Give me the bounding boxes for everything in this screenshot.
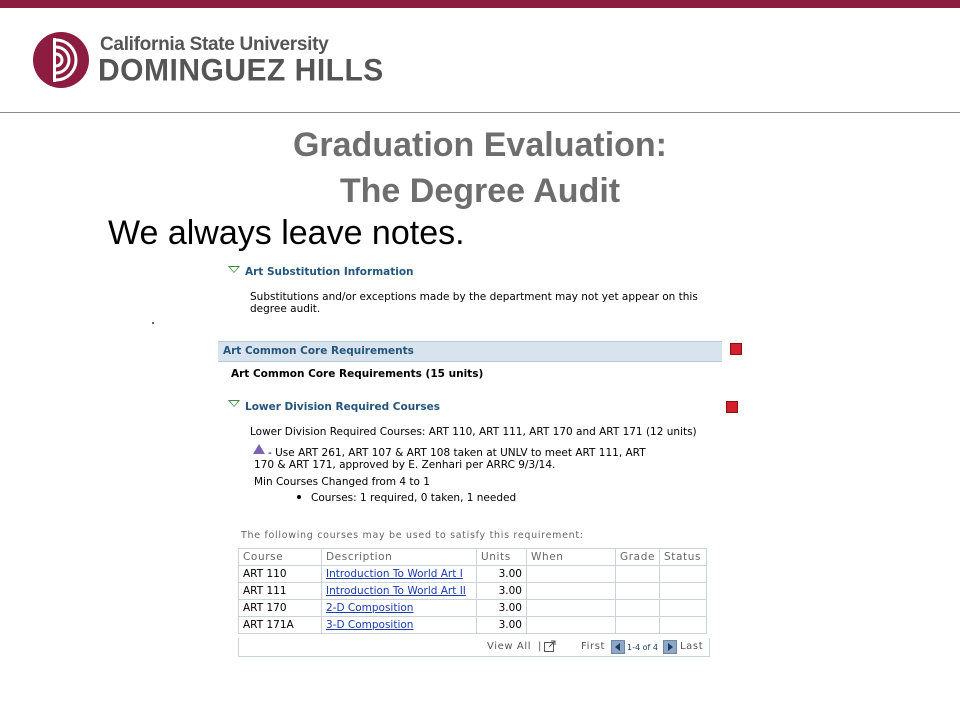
- course-when: [527, 600, 616, 617]
- courses-status: Courses: 1 required, 0 taken, 1 needed: [311, 492, 517, 504]
- course-units: 3.00: [477, 600, 527, 617]
- next-page-icon[interactable]: [663, 640, 677, 654]
- slide-title-line1: Graduation Evaluation:: [292, 126, 668, 164]
- logo-text-line1: California State University: [100, 34, 329, 55]
- page-range: 1-4 of 4: [627, 643, 658, 652]
- course-grade: [616, 566, 660, 583]
- expand-triangle-icon[interactable]: [228, 400, 240, 407]
- slide-title-line2: The Degree Audit: [339, 172, 621, 210]
- common-core-bar-label: Art Common Core Requirements: [223, 345, 414, 357]
- table-row: [239, 566, 707, 583]
- course-code: ART 170: [239, 600, 322, 617]
- top-accent-bar: [0, 0, 960, 8]
- course-status: [660, 617, 707, 634]
- lower-division-description: Lower Division Required Courses: ART 110, ART 111, ART 170 and ART 171 (12 units): [250, 426, 697, 438]
- pager-separator: |: [538, 641, 542, 652]
- course-grade: [616, 600, 660, 617]
- not-satisfied-status-icon: [726, 401, 738, 413]
- lower-division-heading[interactable]: Lower Division Required Courses: [245, 401, 440, 413]
- course-units: 3.00: [477, 617, 527, 634]
- note-warning-icon: [253, 444, 265, 454]
- course-description-link[interactable]: Introduction To World Art I: [326, 568, 463, 580]
- logo-mark-icon: [32, 30, 92, 90]
- expand-triangle-icon[interactable]: [228, 266, 240, 273]
- course-status: [660, 600, 707, 617]
- course-code: ART 171A: [239, 617, 322, 634]
- art-substitution-text2: degree audit.: [250, 303, 321, 315]
- view-all-link[interactable]: View All: [487, 641, 532, 652]
- not-satisfied-status-icon: [730, 343, 742, 355]
- course-units: 3.00: [477, 583, 527, 600]
- last-page-link[interactable]: Last: [680, 641, 704, 652]
- column-header-status[interactable]: Status: [660, 549, 707, 566]
- table-header-row: [239, 549, 707, 566]
- table-pager: [238, 638, 710, 657]
- column-header-description[interactable]: Description: [322, 549, 477, 566]
- slide-subtitle: We always leave notes.: [108, 214, 465, 252]
- stray-dot: [152, 322, 154, 324]
- course-code: ART 110: [239, 566, 322, 583]
- course-when: [527, 566, 616, 583]
- course-when: [527, 617, 616, 634]
- note-line2: 170 & ART 171, approved by E. Zenhari per ARRC 9/3/14.: [254, 459, 556, 471]
- course-when: [527, 583, 616, 600]
- header-divider: [0, 112, 960, 113]
- common-core-bar: [218, 341, 722, 362]
- table-row: [239, 583, 707, 600]
- note-line1: - Use ART 261, ART 107 & ART 108 taken at UNLV to meet ART 111, ART: [268, 447, 646, 459]
- following-courses-caption: The following courses may be used to satisfy this requirement:: [241, 530, 584, 541]
- course-description-link[interactable]: 2-D Composition: [326, 602, 414, 614]
- table-row: [239, 617, 707, 634]
- course-status: [660, 566, 707, 583]
- min-courses-changed: Min Courses Changed from 4 to 1: [254, 476, 430, 488]
- logo-text-line2: DOMINGUEZ HILLS: [98, 53, 384, 88]
- degree-audit-screenshot: [218, 258, 748, 658]
- course-code: ART 111: [239, 583, 322, 600]
- previous-page-icon[interactable]: [611, 640, 625, 654]
- bullet-icon: [297, 495, 301, 499]
- common-core-units: Art Common Core Requirements (15 units): [231, 368, 484, 380]
- university-logo: [32, 30, 384, 92]
- column-header-units[interactable]: Units: [477, 549, 527, 566]
- art-substitution-heading[interactable]: Art Substitution Information: [245, 266, 414, 278]
- table-row: [239, 600, 707, 617]
- art-substitution-text1: Substitutions and/or exceptions made by the department may not yet appear on this: [250, 291, 698, 303]
- course-description-link[interactable]: Introduction To World Art II: [326, 585, 466, 597]
- course-grade: [616, 617, 660, 634]
- column-header-when[interactable]: When: [527, 549, 616, 566]
- course-units: 3.00: [477, 566, 527, 583]
- zoom-grid-icon[interactable]: [544, 640, 556, 652]
- first-page-link[interactable]: First: [581, 641, 606, 652]
- course-description-link[interactable]: 3-D Composition: [326, 619, 414, 631]
- column-header-grade[interactable]: Grade: [616, 549, 660, 566]
- course-grade: [616, 583, 660, 600]
- course-status: [660, 583, 707, 600]
- courses-table: [238, 548, 707, 634]
- column-header-course[interactable]: Course: [239, 549, 322, 566]
